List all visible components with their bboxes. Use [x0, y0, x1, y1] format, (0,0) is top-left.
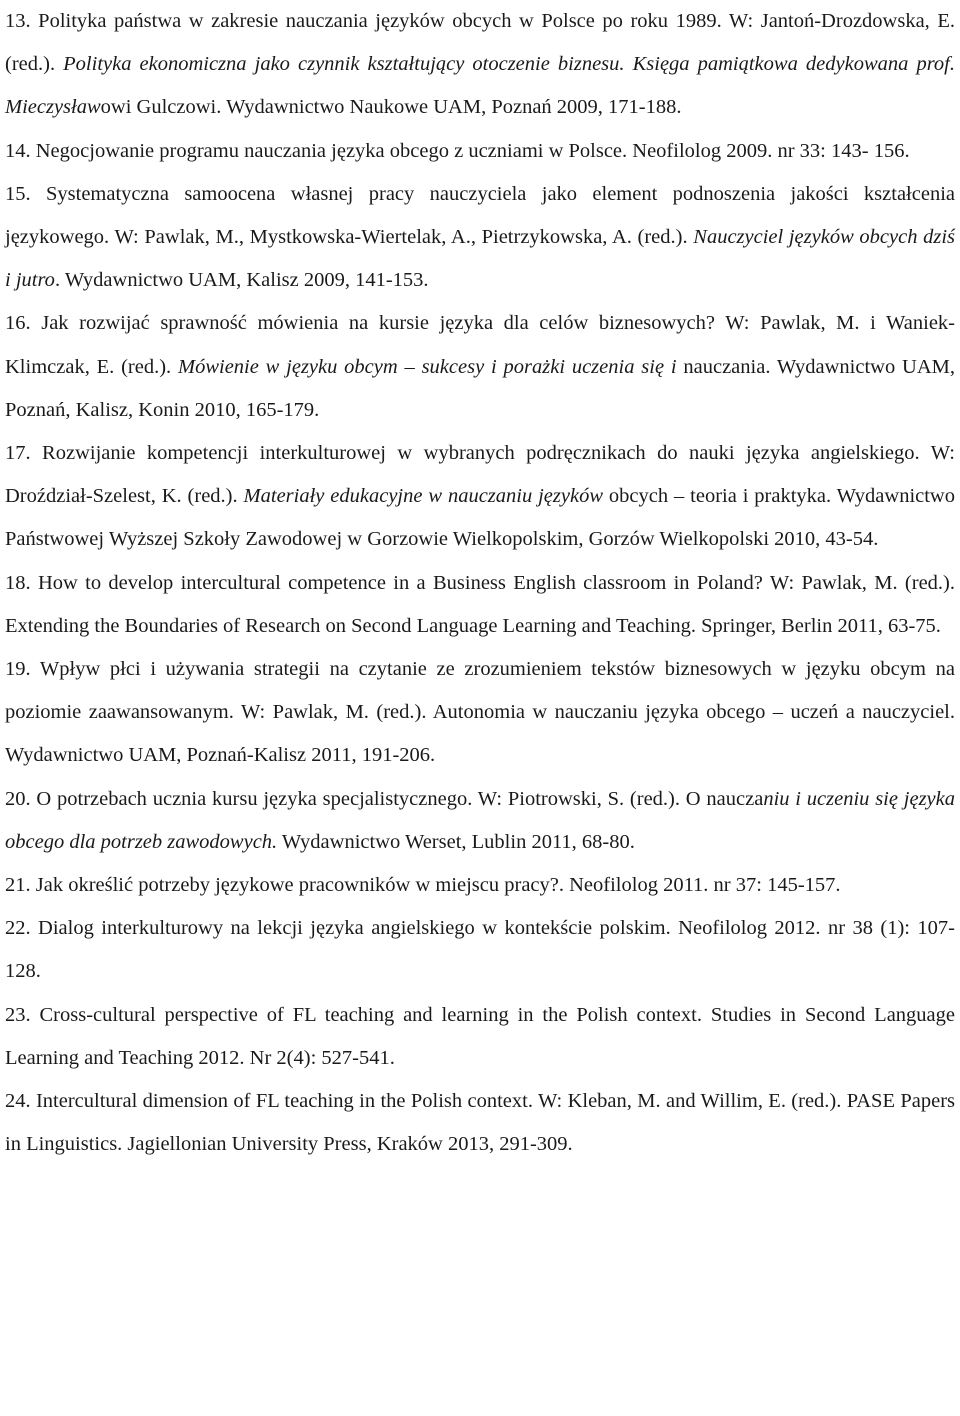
entry-number: 17.: [5, 442, 31, 465]
entry-text: O potrzebach ucznia kursu języka specjalistycznego. W: Piotrowski, S. (red.). O naucza: [30, 787, 764, 810]
entry-text: How to develop intercultural competence in a Business English classroom in Poland? W: Pawlak, M. (red.). Extending the Boundaries of Research on Second Language Learning and Teaching. Springer, Berlin 2011, 63-75.: [5, 571, 955, 637]
bibliography-entry: [5, 432, 955, 562]
entry-number: 18.: [5, 571, 31, 594]
entry-text: Cross-cultural perspective of FL teaching and learning in the Polish context. Studies in Second Language Learning and Teaching 2012. Nr 2(4): 527-541.: [5, 1003, 955, 1069]
entry-text: owi Gulczowi. Wydawnictwo Naukowe UAM, Poznań 2009, 171-188.: [100, 96, 682, 119]
bibliography-entry: [5, 1080, 955, 1166]
entry-number: 23.: [5, 1003, 31, 1026]
entry-number: 21.: [5, 874, 31, 897]
entry-text: Intercultural dimension of FL teaching in the Polish context. W: Kleban, M. and Willim, E. (red.). PASE Papers in Linguistics. Jagiellonian University Press, Kraków 2013, 291-309.: [5, 1090, 955, 1156]
entry-text: . Wydawnictwo UAM, Kalisz 2009, 141-153.: [54, 269, 429, 292]
bibliography-entry: [5, 0, 955, 130]
entry-title-italic: Polityka ekonomiczna jako czynnik kształtujący otoczenie biznesu. Księga pamiątkowa dedykowana prof. Mieczysław: [5, 53, 955, 119]
bibliography-entry: [5, 648, 955, 778]
entry-text: nauczania. Wydawnictwo UAM, Poznań, Kalisz, Konin 2010, 165-179.: [5, 355, 955, 421]
entry-number: 20.: [5, 787, 31, 810]
entry-text: Wydawnictwo Werset, Lublin 2011, 68-80.: [277, 830, 635, 853]
bibliography-entry: [5, 562, 955, 648]
bibliography-page: [5, 0, 955, 1166]
entry-number: 16.: [5, 312, 31, 335]
bibliography-entry: [5, 173, 955, 303]
entry-text: Jak określić potrzeby językowe pracowników w miejscu pracy?. Neofilolog 2011. nr 37: 145-157.: [30, 874, 841, 897]
entry-number: 14.: [5, 139, 31, 162]
entry-number: 19.: [5, 658, 31, 681]
entry-number: 13.: [5, 10, 31, 32]
entry-title-italic: Mówienie w języku obcym – sukcesy i porażki uczenia się i: [178, 355, 684, 378]
entry-text: Wpływ płci i używania strategii na czytanie ze zrozumieniem tekstów biznesowych w języku obcym na poziomie zaawansowanym. W: Pawlak, M. (red.). Autonomia w nauczaniu języka obcego – uczeń a nauczyciel. Wydawnictwo UAM, Poznań-Kalisz 2011, 191-206.: [5, 658, 955, 767]
entry-title-italic: Nauczyciel języków obcych dziś i jutro: [5, 226, 956, 292]
entry-text: Jak rozwijać sprawność mówienia na kursie języka dla celów biznesowych? W: Pawlak, M. i Waniek-Klimczak, E. (red.).: [5, 312, 955, 378]
entry-number: 22.: [5, 917, 31, 940]
bibliography-entry: [5, 778, 955, 864]
entry-number: 15.: [5, 182, 31, 205]
bibliography-entry: [5, 907, 955, 993]
entry-text: obcych – teoria i praktyka. Wydawnictwo Państwowej Wyższej Szkoły Zawodowej w Gorzowie Wielkopolskim, Gorzów Wielkopolski 2010, 43-54.: [5, 485, 955, 551]
entry-number: 24.: [5, 1090, 31, 1113]
entry-text: Rozwijanie kompetencji interkulturowej w wybranych podręcznikach do nauki języka angielskiego. W: Droździał-Szelest, K. (red.).: [5, 442, 955, 508]
entry-text: Negocjowanie programu nauczania języka obcego z uczniami w Polsce. Neofilolog 2009. nr 33: 143- 156.: [30, 139, 910, 162]
entry-text: Systematyczna samoocena własnej pracy nauczyciela jako element podnoszenia jakości kształcenia językowego. W: Pawlak, M., Mystkowska-Wiertelak, A., Pietrzykowska, A. (red.).: [5, 182, 955, 249]
entry-text: Dialog interkulturowy na lekcji języka angielskiego w kontekście polskim. Neofilolog 2012. nr 38 (1): 107-128.: [5, 917, 955, 983]
entry-title-italic: niu i uczeniu się języka obcego dla potrzeb zawodowych.: [5, 787, 955, 853]
bibliography-entry: [5, 864, 955, 907]
bibliography-entry: [5, 130, 955, 173]
bibliography-entry: [5, 302, 955, 432]
entry-text: Polityka państwa w zakresie nauczania języków obcych w Polsce po roku 1989. W: Jantoń-Drozdowska, E. (red.).: [5, 10, 955, 76]
bibliography-entry: [5, 994, 955, 1080]
entry-title-italic: Materiały edukacyjne w nauczaniu języków: [243, 485, 609, 508]
